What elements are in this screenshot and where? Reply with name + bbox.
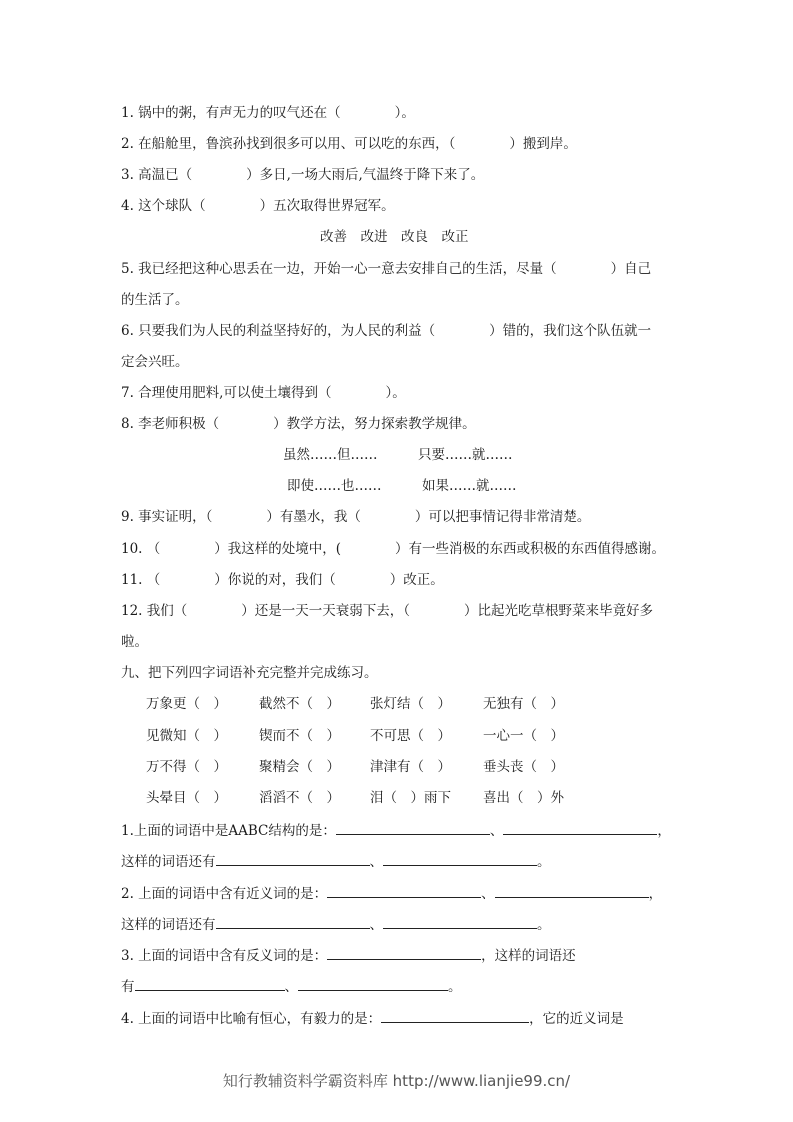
question-3: 3. 高温已（ ）多日,一场大雨后,气温终于降下来了。 [121, 167, 485, 183]
question-11: 11. （ ）你说的对，我们（ ）改正。 [121, 572, 444, 588]
exercise-q1-line2 [121, 852, 551, 871]
question-12-cont: 啦。 [121, 634, 148, 650]
question-10: 10. （ ）我这样的处境中，( ）有一些消极的东西或积极的东西值得感谢。 [121, 541, 666, 557]
separator: 。 [448, 979, 462, 995]
idiom-item: 万象更（ ） [146, 696, 227, 712]
idiom-item: 截然不（ ） [259, 696, 340, 712]
exercise-q2-line2 [121, 915, 551, 934]
idiom-item: 垂头丧（ ） [483, 759, 564, 775]
answer-blank[interactable] [383, 915, 537, 929]
answer-blank[interactable] [381, 1009, 529, 1023]
separator: 、 [369, 854, 383, 870]
answer-blank[interactable] [298, 977, 448, 991]
question-9: 9. 事实证明，（ ）有墨水，我（ ）可以把事情记得非常清楚。 [121, 509, 591, 525]
footer-watermark: 知行教辅资料学霸资料库 http://www.lianjie99.cn/ [222, 1072, 571, 1090]
question-12: 12. 我们（ ）还是一天一天衰弱下去，（ ）比起光吃草根野菜来毕竟好多 [121, 603, 654, 619]
separator: 、 [481, 886, 495, 902]
word-bank-2-row-1: 虽然……但…… 只要……就…… [283, 447, 513, 463]
exercise-q3-prompt: 3. 上面的词语中含有反义词的是： [121, 948, 328, 964]
question-5: 5. 我已经把这种心思丢在一边，开始一心一意去安排自己的生活，尽量（ ）自己 [121, 261, 652, 277]
answer-blank[interactable] [336, 821, 490, 835]
answer-blank[interactable] [383, 852, 537, 866]
exercise-q2-line1 [121, 884, 662, 903]
exercise-q1-more: 这样的词语还有 [121, 854, 216, 870]
separator: ， [657, 823, 671, 839]
idiom-item: 锲而不（ ） [259, 728, 340, 744]
answer-blank[interactable] [216, 852, 370, 866]
question-2: 2. 在船舱里，鲁滨孙找到很多可以用、可以吃的东西，（ ）搬到岸。 [121, 136, 577, 152]
idiom-item: 无独有（ ） [483, 696, 564, 712]
answer-blank[interactable] [327, 884, 481, 898]
answer-blank[interactable] [495, 884, 649, 898]
question-5-cont: 的生活了。 [121, 292, 189, 308]
answer-blank[interactable] [135, 977, 285, 991]
exercise-q3-tail: ，这样的词语还 [481, 948, 576, 964]
idiom-item: 滔滔不（ ） [259, 790, 340, 806]
separator: ， [648, 886, 663, 902]
idiom-item: 不可思（ ） [370, 728, 451, 744]
answer-blank[interactable] [503, 821, 657, 835]
exercise-q2-more: 这样的词语还有 [121, 917, 216, 933]
exercise-q1-prompt: 1.上面的词语中是AABC结构的是： [121, 823, 336, 839]
section-9-title: 九、把下列四字词语补充完整并完成练习。 [121, 665, 378, 681]
word-bank-2-row-2: 即使……也…… 如果……就…… [287, 478, 517, 494]
idiom-item: 泪（ ）雨下 [370, 790, 451, 806]
question-6: 6. 只要我们为人民的利益坚持好的，为人民的利益（ ）错的，我们这个队伍就一 [121, 323, 652, 339]
question-7: 7. 合理使用肥料,可以使土壤得到（ ）。 [121, 385, 406, 401]
exercise-q4-prompt: 4. 上面的词语中比喻有恒心，有毅力的是： [121, 1011, 382, 1027]
separator: 、 [284, 979, 298, 995]
idiom-item: 头晕目（ ） [146, 790, 227, 806]
idiom-item: 张灯结（ ） [370, 696, 451, 712]
question-8: 8. 李老师积极（ ）教学方法，努力探索教学规律。 [121, 416, 476, 432]
answer-blank[interactable] [327, 946, 481, 960]
question-1: 1. 锅中的粥，有声无力的叹气还在（ ）。 [121, 105, 415, 121]
idiom-item: 聚精会（ ） [259, 759, 340, 775]
idiom-item: 喜出（ ）外 [483, 790, 564, 806]
question-6-cont: 定会兴旺。 [121, 354, 189, 370]
word-bank-1: 改善 改进 改良 改正 [320, 229, 469, 245]
exercise-q3-line2 [121, 977, 462, 996]
separator: 。 [537, 854, 551, 870]
exercise-q2-prompt: 2. 上面的词语中含有近义词的是： [121, 886, 328, 902]
idiom-item: 见微知（ ） [146, 728, 227, 744]
exercise-q4-line1 [121, 1009, 624, 1028]
answer-blank[interactable] [216, 915, 370, 929]
idiom-item: 万不得（ ） [146, 759, 227, 775]
separator: 、 [489, 823, 504, 839]
idiom-item: 津津有（ ） [370, 759, 451, 775]
idiom-item: 一心一（ ） [483, 728, 564, 744]
question-4: 4. 这个球队（ ）五次取得世界冠军。 [121, 198, 395, 214]
exercise-q1-line1 [121, 821, 671, 840]
separator: 。 [537, 917, 551, 933]
exercise-q4-tail: ，它的近义词是 [529, 1011, 624, 1027]
exercise-q3-more: 有 [121, 979, 135, 995]
exercise-q3-line1 [121, 946, 576, 965]
separator: 、 [369, 917, 383, 933]
